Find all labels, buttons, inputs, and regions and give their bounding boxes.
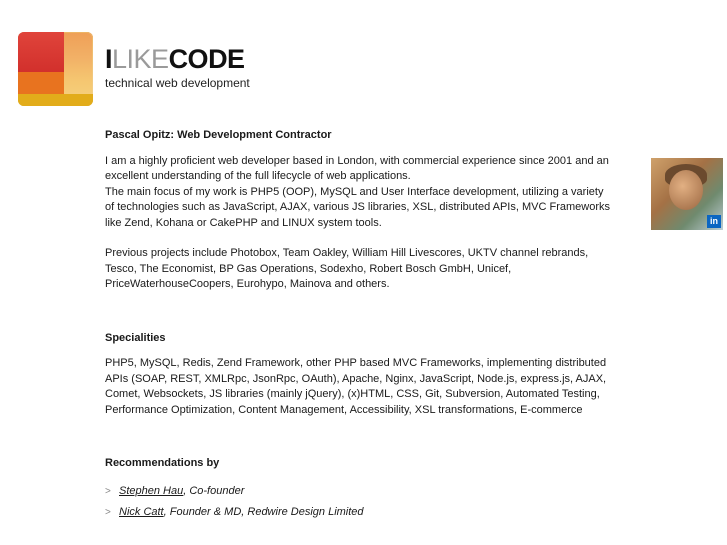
logo-band-yellow xyxy=(18,94,93,106)
recommendations-title: Recommendations by xyxy=(105,457,220,469)
main-content xyxy=(105,128,610,526)
recommender-link[interactable]: Stephen Hau xyxy=(119,484,184,497)
logo-icon[interactable] xyxy=(18,32,93,106)
logo-square-light xyxy=(64,32,93,94)
brand-code: CODE xyxy=(168,44,245,74)
recommender-role: , Founder & MD, Redwire Design Limited xyxy=(163,505,364,518)
linkedin-icon[interactable]: in xyxy=(707,215,721,228)
logo-band-orange xyxy=(18,72,64,94)
brand-tagline: technical web development xyxy=(105,76,250,90)
specialities-text: PHP5, MySQL, Redis, Zend Framework, other PHP based MVC Frameworks, implementing distributed APIs (SOAP, REST, XMLRpc, JsonRpc, OAuth), Apache, Nginx, JavaScript, Node.js, express.js, AJAX, Comet, Websockets, JS libraries (mainly jQuery), (x)HTML, CSS, Git, Subversion, Automated Testing, Performance Optimization, Content Management, Accessibility, XSL transformations, E-commerce xyxy=(105,357,607,416)
intro-paragraph-2: The main focus of my work is PHP5 (OOP), MySQL and User Interface development, utilizing a variety of technologies such as JavaScript, AJAX, various JS libraries, XSL, distributed APIs, MVC Frameworks like Zend, Kohana or CakePHP and LINUX system tools. xyxy=(105,185,610,229)
intro-paragraph-3: Previous projects include Photobox, Team Oakley, William Hill Livescores, UKTV channel rebrands, Tesco, The Economist, BP Gas Operations, Sodexho, Robert Bosch GmbH, Unicef, PriceWaterhouseCoopers, Eurohypo, Mainova and others. xyxy=(105,247,589,290)
recommender-link[interactable]: Nick Catt xyxy=(119,505,164,518)
profile-photo[interactable] xyxy=(651,158,723,230)
list-item xyxy=(105,505,610,526)
arrow-right-icon: > xyxy=(105,506,111,518)
arrow-right-icon: > xyxy=(105,485,111,497)
specialities-title: Specialities xyxy=(105,331,166,344)
recommender-role: , Co-founder xyxy=(183,484,245,497)
list-item xyxy=(105,484,610,505)
brand-i: I xyxy=(105,44,113,74)
photo-face xyxy=(669,170,703,210)
recommendations-list xyxy=(105,484,610,526)
intro-paragraph-1: I am a highly proficient web developer based in London, with commercial experience since 2001 and an excellent understanding of the full lifecycle of web applications. xyxy=(105,154,609,182)
intro-title: Pascal Opitz: Web Development Contractor xyxy=(105,129,332,141)
brand-wordmark[interactable] xyxy=(105,44,245,74)
brand-like: LIKE xyxy=(112,44,169,74)
logo-square-red xyxy=(18,32,64,72)
